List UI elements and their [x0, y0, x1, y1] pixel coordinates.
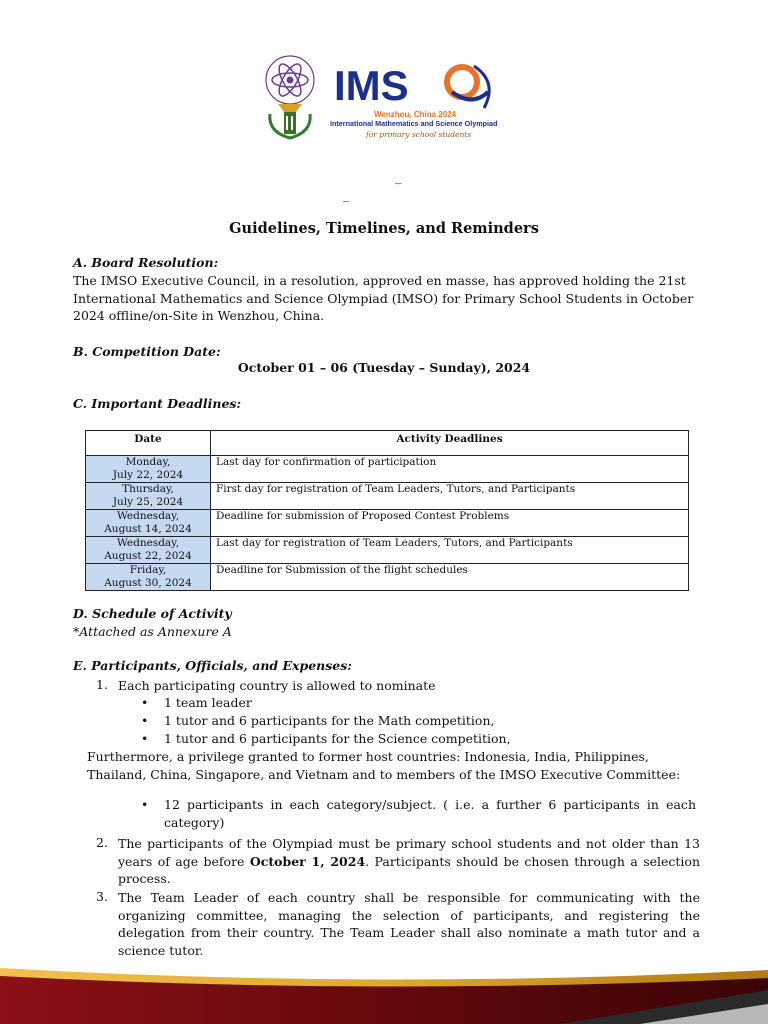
imso-logo — [262, 52, 520, 146]
weekday: Thursday, — [122, 483, 174, 495]
text-line: The IMSO Executive Council, in a resolution, approved en masse, has approved holding the 21st — [73, 273, 686, 288]
date-cell — [86, 456, 211, 483]
table-row — [86, 510, 689, 537]
date-cell — [86, 564, 211, 591]
text-line: Thailand, China, Singapore, and Vietnam and to members of the IMSO Executive Committee: — [87, 766, 681, 782]
footer-band — [0, 960, 768, 1024]
list-number: 2. — [96, 835, 108, 850]
text-line: process. — [118, 871, 171, 886]
column-header-activity: Activity Deadlines — [211, 431, 689, 456]
section-e-heading: E. Participants, Officials, and Expenses: — [73, 658, 352, 673]
section-a-body — [73, 272, 701, 325]
list-item — [118, 835, 700, 888]
column-header-date: Date — [86, 431, 211, 456]
competition-date: October 01 – 06 (Tuesday – Sunday), 2024 — [237, 360, 531, 375]
weekday: Monday, — [125, 456, 171, 468]
date-value: July 22, 2024 — [112, 469, 184, 481]
list-item — [118, 889, 700, 959]
activity-cell: Deadline for submission of Proposed Contest Problems — [211, 510, 689, 537]
activity-cell: First day for registration of Team Leaders, Tutors, and Participants — [211, 483, 689, 510]
furthermore-paragraph — [87, 748, 707, 783]
date-cell — [86, 510, 211, 537]
list-item: 1 tutor and 6 participants for the Math competition, — [164, 713, 495, 728]
weekday: Friday, — [129, 564, 167, 576]
deadline-date: October 1, 2024 — [249, 853, 366, 869]
section-d-heading: D. Schedule of Activity — [73, 606, 232, 621]
list-number: 3. — [96, 889, 108, 904]
list-number: 1. — [96, 677, 108, 692]
list-item — [164, 796, 696, 831]
date-value: August 14, 2024 — [104, 523, 192, 535]
text-line: organizing committee, managing the selection of participants, and registering the — [118, 907, 700, 923]
text-line: Furthermore, a privilege granted to former host countries: Indonesia, India, Philippines, — [87, 749, 649, 764]
page-title: Guidelines, Timelines, and Reminders — [229, 220, 539, 237]
text-line: 12 participants in each category/subject. ( i.e. a further 6 participants in each — [164, 797, 696, 812]
bullet-icon: • — [141, 797, 149, 812]
table-row — [86, 564, 689, 591]
date-cell — [86, 537, 211, 564]
text-line: The participants of the Olympiad must be primary school students and not older than 13 — [118, 836, 700, 851]
bullet-icon: • — [141, 695, 149, 710]
text-line: 2024 offline/on-Site in Wenzhou, China. — [73, 308, 325, 323]
annex-note: *Attached as Annexure A — [73, 624, 232, 639]
text-run: years of age before — [118, 853, 250, 869]
activity-cell: Last day for confirmation of participation — [211, 456, 689, 483]
bullet-icon: • — [141, 731, 149, 746]
date-cell — [86, 483, 211, 510]
text-line — [118, 853, 700, 871]
section-a-heading: A. Board Resolution: — [73, 255, 219, 270]
date-value: August 22, 2024 — [104, 550, 192, 562]
list-item: 1 tutor and 6 participants for the Science competition, — [164, 731, 511, 746]
section-b-heading: B. Competition Date: — [73, 344, 221, 359]
section-c-heading: C. Important Deadlines: — [73, 396, 242, 411]
text-run: . Participants should be chosen through a selection — [365, 853, 701, 869]
date-value: July 25, 2024 — [112, 496, 184, 508]
svg-text:Wenzhou, China 2024: Wenzhou, China 2024 — [374, 110, 457, 119]
stray-mark: _ — [343, 188, 350, 203]
text-line: International Mathematics and Science Olympiad (IMSO) for Primary School Students in October — [73, 290, 694, 306]
deadlines-table — [85, 430, 689, 591]
weekday: Wednesday, — [116, 537, 180, 549]
activity-cell: Deadline for Submission of the flight schedules — [211, 564, 689, 591]
list-item: Each participating country is allowed to nominate — [118, 678, 436, 693]
svg-text:IMS: IMS — [334, 62, 409, 109]
imso-emblem-icon — [262, 52, 520, 146]
text-line: delegation from their country. The Team Leader shall also nominate a math tutor and a — [118, 925, 700, 940]
bullet-icon: • — [141, 713, 149, 728]
table-row — [86, 456, 689, 483]
text-line: science tutor. — [118, 942, 204, 958]
date-value: August 30, 2024 — [104, 577, 192, 589]
svg-text:for primary school students: for primary school students — [366, 130, 472, 139]
text-line: category) — [164, 814, 225, 830]
table-row — [86, 537, 689, 564]
list-item: 1 team leader — [164, 695, 252, 710]
activity-cell: Last day for registration of Team Leaders, Tutors, and Participants — [211, 537, 689, 564]
table-header-row — [86, 431, 689, 456]
stray-mark: _ — [395, 170, 402, 185]
text-line: The Team Leader of each country shall be responsible for communicating with the — [118, 890, 700, 905]
weekday: Wednesday, — [116, 510, 180, 522]
table-row — [86, 483, 689, 510]
svg-text:International Mathematics and: International Mathematics and Science Olympiad — [330, 119, 498, 128]
